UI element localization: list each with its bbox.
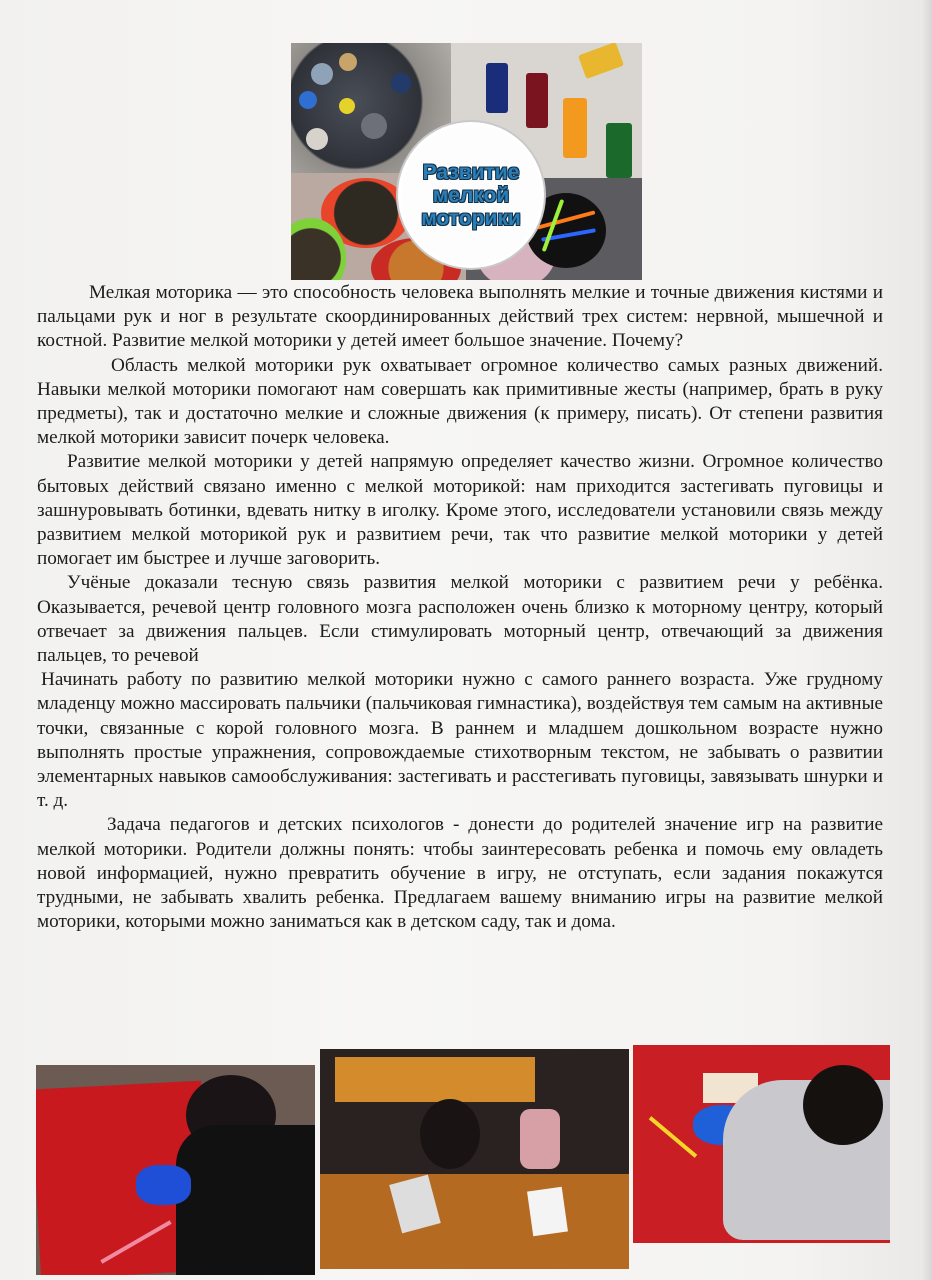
badge-line-3: моторики	[421, 206, 521, 230]
activity-photos	[0, 1045, 932, 1280]
paragraph-task: Задача педагогов и детских психологов - донести до родителей значение игр на развитие мелкой моторики. Родители должны понять: чтобы заинтересовать ребенка и помочь ему овладеть новой информацией, нужно превратить обучение в игру, не отступать, если задания покажутся трудными, не забывать хвалить ребенка. Предлагаем вашему вниманию игры на развитие мелкой моторики, которыми можно заниматься как в детском саду, так и дома.	[37, 814, 883, 933]
paragraph-quality-of-life: Развитие мелкой моторики у детей напрямую определяет качество жизни. Огромное количество бытовых действий связано именно с мелкой моторикой: нам приходится застегивать пуговицы и зашнуровывать ботинки, вдевать нитку в иголку. Кроме этого, исследователи установили связь между развитием мелкой моторикой рук и развитием речи, так что развитие мелкой моторики у детей помогает им быстрее и лучше заговорить.	[37, 451, 883, 570]
article-body	[37, 281, 883, 934]
paragraph-definition: Мелкая моторика — это способность человека выполнять мелкие и точные движения кистями и пальцами рук и ног в результате скоординированных действий трех систем: нервной, мышечной и костной. Развитие мелкой моторики у детей имеет большое значение. Почему?	[37, 282, 883, 352]
paragraph-early-age: Начинать работу по развитию мелкой моторики нужно с самого раннего возраста. Уже грудному младенцу можно массировать пальчики (пальчиковая гимнастика), воздействуя тем самым на активные точки, связанные с корой головного мозга. В раннем и младшем дошкольном возрасте нужно выполнять простые упражнения, сопровождаемые стихотворным текстом, не забывать о развитии элементарных навыков самообслуживания: застегивать и расстегивать пуговицы, завязывать шнурки и т. д.	[37, 669, 883, 812]
badge-line-1: Развитие	[422, 160, 520, 184]
header-image	[291, 43, 642, 280]
title-badge	[401, 125, 541, 265]
photo-children-at-table	[320, 1049, 629, 1269]
photo-child-lacing-shape	[633, 1045, 890, 1243]
paragraph-area: Область мелкой моторики рук охватывает огромное количество самых разных движений. Навыки мелкой моторики помогают нам совершать как примитивные жесты (например, брать в руку предметы), так и достаточно мелкие и сложные движения (к примеру, писать). От степени развития мелкой моторики зависит почерк человека.	[37, 354, 883, 449]
badge-line-2: мелкой	[432, 183, 510, 207]
paragraph-scientists: Учёные доказали тесную связь развития мелкой моторики с развитием речи у ребёнка. Оказывается, речевой центр головного мозга расположен очень близко к моторному центру, который отвечает за движения пальцев. Если стимулировать моторный центр, отвечающий за движения пальцев, то речевой	[37, 572, 883, 667]
photo-child-lacing-elephant	[36, 1065, 315, 1275]
